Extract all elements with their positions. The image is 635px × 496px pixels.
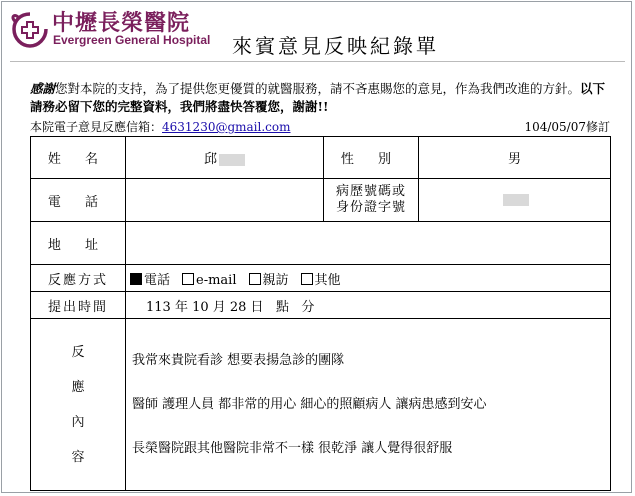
hospital-logo-icon: [10, 10, 50, 50]
email-link[interactable]: 4631230@gmail.com: [162, 120, 291, 134]
feedback-form-table: [30, 136, 611, 491]
contact-method-options: [126, 265, 611, 292]
name-label: 姓 名: [31, 137, 126, 179]
checkbox-checked-icon[interactable]: [130, 273, 142, 285]
intro-text: 您對本院的支持，為了提供您更優質的就醫服務，請不吝惠賜您的意見，作為我們改進的方針。: [55, 81, 581, 96]
gender-value[interactable]: 男: [419, 137, 611, 179]
checkbox-icon[interactable]: [249, 273, 261, 285]
address-label: 地 址: [31, 222, 126, 265]
document-title: 來賓意見反映紀錄單: [232, 34, 439, 58]
submit-time-value[interactable]: 113 年 10 月 28 日 點 分: [126, 292, 611, 319]
email-line: [30, 118, 610, 135]
phone-field[interactable]: [126, 179, 324, 222]
phone-label: 電 話: [31, 179, 126, 222]
address-field[interactable]: [126, 222, 611, 265]
feedback-content-label: 反 應 內 容: [31, 319, 126, 491]
redacted-name: [219, 154, 245, 166]
feedback-line: 我常來貴院看診 想要表揚急診的團隊: [132, 352, 345, 368]
contact-option-email[interactable]: e-mail: [182, 273, 236, 288]
intro-request: 以下請務必留下您的完整資料，我們將盡快答覆您，謝謝!!: [30, 81, 606, 114]
checkbox-icon[interactable]: [182, 273, 194, 285]
redacted-record: [503, 194, 529, 206]
contact-option-visit[interactable]: 親訪: [249, 273, 289, 288]
contact-option-other[interactable]: 其他: [301, 273, 341, 288]
header-divider: [10, 61, 625, 62]
revision-date: 104/05/07修訂: [524, 120, 610, 134]
submit-time-label: 提出時間: [31, 292, 126, 319]
name-value: 邱: [203, 152, 217, 167]
feedback-line: 醫師 護理人員 都非常的用心 細心的照顧病人 讓病患感到安心: [132, 396, 487, 412]
name-field[interactable]: [126, 137, 324, 179]
intro-paragraph: [30, 80, 615, 116]
email-label: 本院電子意見反應信箱：: [30, 120, 163, 134]
contact-option-phone[interactable]: 電話: [130, 273, 170, 288]
hospital-name-zh: 中壢長榮醫院: [52, 11, 191, 36]
gender-label: 性 別: [324, 137, 419, 179]
checkbox-icon[interactable]: [301, 273, 313, 285]
feedback-line: 長榮醫院跟其他醫院非常不一樣 很乾淨 讓人覺得很舒服: [132, 440, 453, 456]
feedback-content[interactable]: [126, 319, 611, 491]
intro-thanks: 感謝: [30, 81, 56, 96]
record-number-field[interactable]: [419, 179, 611, 222]
hospital-name-en: Evergreen General Hospital: [53, 33, 211, 47]
contact-method-label: 反應方式: [31, 265, 126, 292]
record-number-label: 病歷號碼或 身份證字號: [324, 179, 419, 222]
